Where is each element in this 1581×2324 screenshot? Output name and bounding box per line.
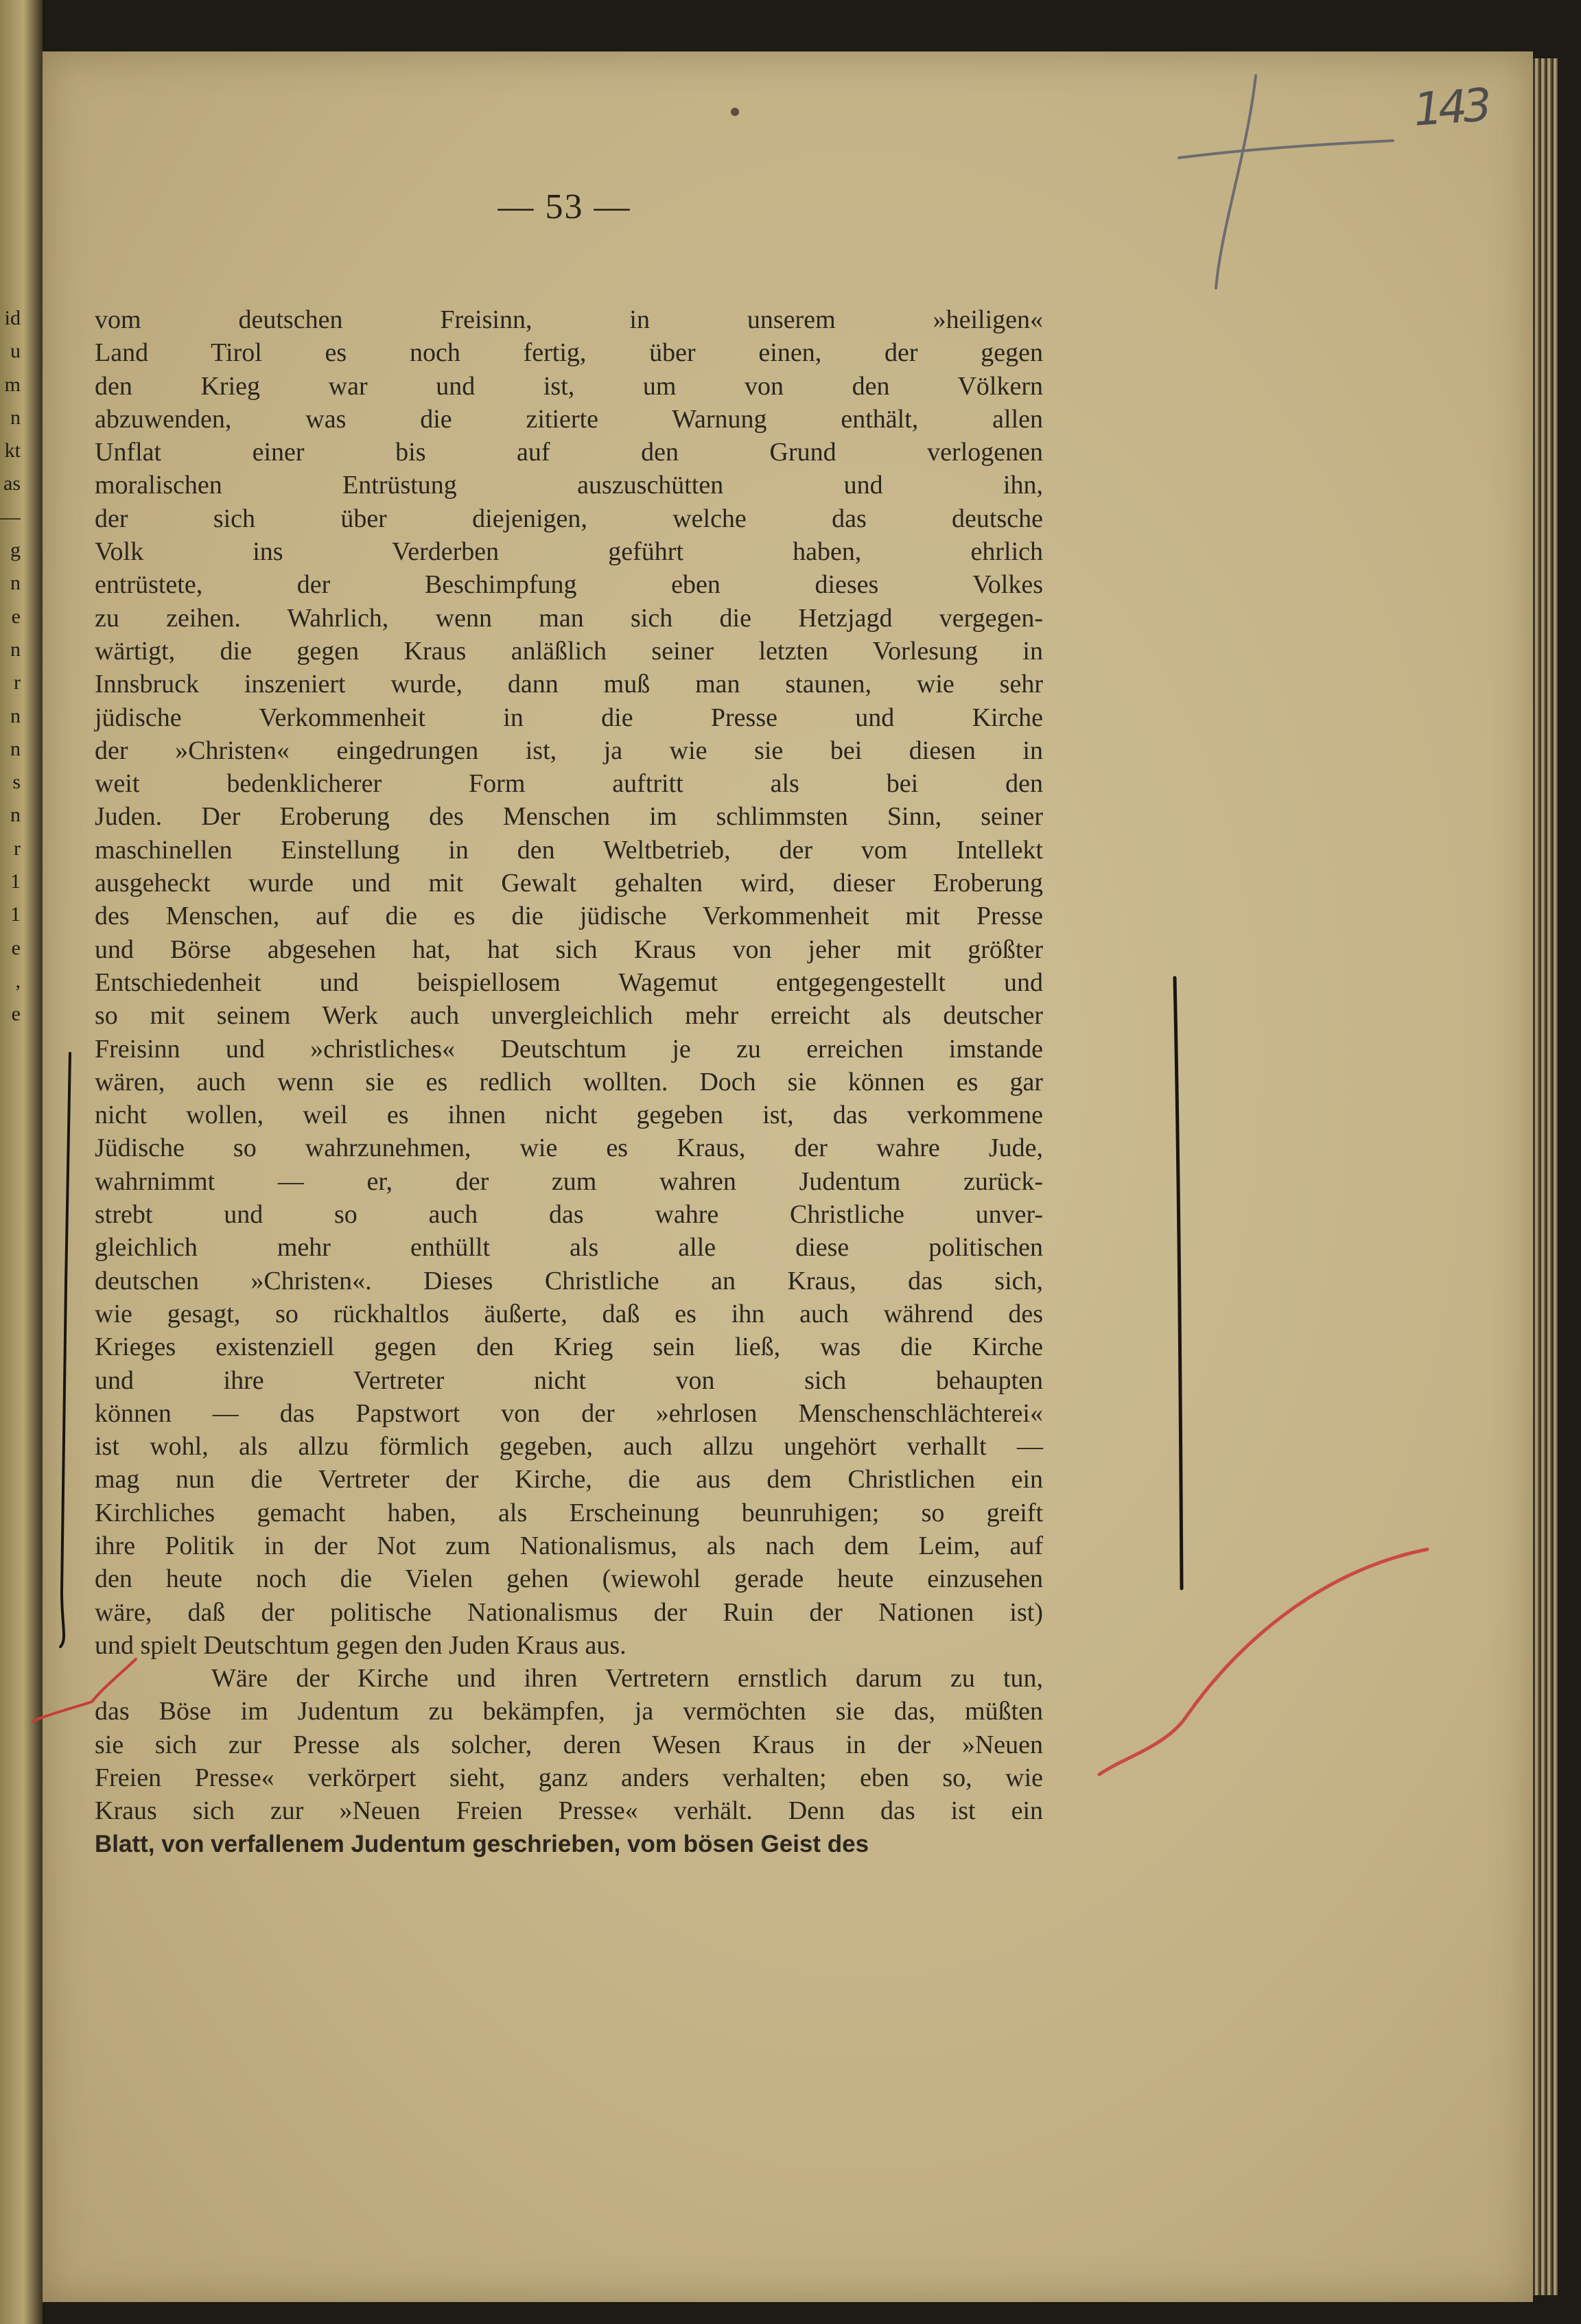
text-line: weit bedenklicherer Form auftritt als bei den [95, 769, 1043, 799]
previous-page-fragments [0, 302, 21, 1031]
margin-fragment: m [4, 373, 21, 396]
margin-fragment: e [11, 1002, 21, 1026]
margin-fragment: 1 [10, 870, 21, 893]
text-line: ausgeheckt wurde und mit Gewalt gehalten wird, dieser Eroberung [95, 869, 1043, 898]
text-line: ihre Politik in der Not zum Nationalismus, als nach dem Leim, auf [95, 1531, 1043, 1560]
text-line: können — das Papstwort von der »ehrlosen Menschenschlächterei« [95, 1398, 1043, 1428]
text-line: Krieges existenziell gegen den Krieg sein ließ, was die Kirche [95, 1333, 1043, 1362]
archive-number: 143 [1412, 78, 1490, 137]
text-line: vom deutschen Freisinn, in unserem »heiligen« [95, 305, 1043, 334]
text-line: Jüdische so wahrzunehmen, wie es Kraus, der wahre Jude, [95, 1134, 1043, 1163]
text-line: Blatt, von verfallenem Judentum geschrieben, vom bösen Geist des [95, 1830, 869, 1857]
text-line: so mit seinem Werk auch unvergleichlich mehr erreicht als deutscher [95, 1001, 1043, 1031]
text-line: Land Tirol es noch fertig, über einen, der gegen [95, 338, 1043, 368]
margin-fragment: n [10, 572, 21, 595]
text-line: Freien Presse« verkörpert sieht, ganz anders verhalten; eben so, wie [95, 1763, 1043, 1793]
text-line: den Krieg war und ist, um von den Völkern [95, 371, 1043, 401]
margin-fragment: 1 [10, 903, 21, 926]
text-line: wahrnimmt — er, der zum wahren Judentum zurück- [95, 1166, 1043, 1196]
margin-fragment: n [10, 737, 21, 760]
text-line: moralischen Entrüstung auszuschütten und ihn, [95, 471, 1043, 500]
text-line: wärtigt, die gegen Kraus anläßlich seiner letzten Vorlesung in [95, 636, 1043, 666]
text-line: und ihre Vertreter nicht von sich behaupten [95, 1365, 1043, 1395]
margin-fragment: id [4, 307, 21, 329]
text-line: Innsbruck inszeniert wurde, dann muß man staunen, wie sehr [95, 670, 1043, 699]
text-line: Freisinn und »christliches« Deutschtum je zu erreichen imstande [95, 1034, 1043, 1064]
text-line: der sich über diejenigen, welche das deutsche [95, 504, 1043, 533]
page-stack-edges [1533, 58, 1558, 2295]
margin-fragment: r [14, 836, 21, 860]
text-line: wie gesagt, so rückhaltlos äußerte, daß es ihn auch während des [95, 1299, 1043, 1328]
margin-fragment: n [10, 803, 21, 827]
text-line: den heute noch die Vielen gehen (wiewohl gerade heute einzusehen [95, 1564, 1043, 1594]
margin-fragment: n [10, 704, 21, 727]
margin-fragment: u [10, 340, 21, 363]
text-line: und Börse abgesehen hat, hat sich Kraus von jeher mit größter [95, 935, 1043, 964]
text-line: Kraus sich zur »Neuen Freien Presse« verhält. Denn das ist ein [95, 1796, 1043, 1826]
margin-fragment: n [10, 406, 21, 429]
text-line: der »Christen« eingedrungen ist, ja wie sie bei diesen in [95, 736, 1043, 765]
margin-fragment: , [15, 969, 21, 992]
text-line: Kirchliches gemacht haben, als Erscheinung beunruhigen; so greift [95, 1498, 1043, 1527]
margin-fragment: r [14, 671, 21, 694]
text-line: Wäre der Kirche und ihren Vertretern ernstlich darum zu tun, [211, 1664, 1043, 1693]
text-line: deutschen »Christen«. Dieses Christliche an Kraus, das sich, [95, 1266, 1043, 1295]
margin-fragment: n [10, 637, 21, 661]
text-line: jüdische Verkommenheit in die Presse und Kirche [95, 703, 1043, 732]
text-line: wären, auch wenn sie es redlich wollten. Doch sie können es gar [95, 1067, 1043, 1096]
text-line: sie sich zur Presse als solcher, deren Wesen Kraus in der »Neuen [95, 1730, 1043, 1759]
text-line: strebt und so auch das wahre Christliche unver- [95, 1200, 1043, 1230]
ink-dot [731, 108, 739, 116]
text-line: mag nun die Vertreter der Kirche, die aus dem Christlichen ein [95, 1465, 1043, 1494]
text-line: maschinellen Einstellung in den Weltbetrieb, der vom Intellekt [95, 835, 1043, 865]
margin-fragment: e [11, 605, 21, 628]
text-line: Unflat einer bis auf den Grund verlogenen [95, 438, 1043, 467]
text-line: Juden. Der Eroberung des Menschen im schlimmsten Sinn, seiner [95, 802, 1043, 832]
text-line: Volk ins Verderben geführt haben, ehrlich [95, 537, 1043, 567]
text-line: Entschiedenheit und beispiellosem Wagemut entgegengestellt und [95, 967, 1043, 997]
text-line: entrüstete, der Beschimpfung eben dieses Volkes [95, 570, 1043, 600]
text-line: wäre, daß der politische Nationalismus der Ruin der Nationen ist) [95, 1597, 1043, 1627]
text-line: des Menschen, auf die es die jüdische Verkommenheit mit Presse [95, 902, 1043, 931]
margin-fragment: kt [4, 439, 21, 462]
margin-fragment: — [0, 505, 21, 528]
margin-fragment: as [3, 472, 21, 495]
previous-page-edge [0, 0, 43, 2324]
text-line: und spielt Deutschtum gegen den Juden Kraus aus. [95, 1630, 626, 1660]
body-text [95, 303, 1043, 1861]
margin-fragment: s [12, 771, 21, 794]
text-line: zu zeihen. Wahrlich, wenn man sich die Hetzjagd vergegen- [95, 603, 1043, 633]
text-line: das Böse im Judentum zu bekämpfen, ja vermöchten sie das, müßten [95, 1697, 1043, 1726]
text-line: gleichlich mehr enthüllt als alle diese politischen [95, 1233, 1043, 1263]
margin-fragment: e [11, 936, 21, 959]
margin-fragment: g [10, 539, 21, 562]
text-line: abzuwenden, was die zitierte Warnung enthält, allen [95, 404, 1043, 434]
page-number: — 53 — [497, 187, 631, 226]
text-line: nicht wollen, weil es ihnen nicht gegeben ist, das verkommene [95, 1101, 1043, 1130]
text-line: ist wohl, als allzu förmlich gegeben, auch allzu ungehört verhallt — [95, 1432, 1043, 1462]
